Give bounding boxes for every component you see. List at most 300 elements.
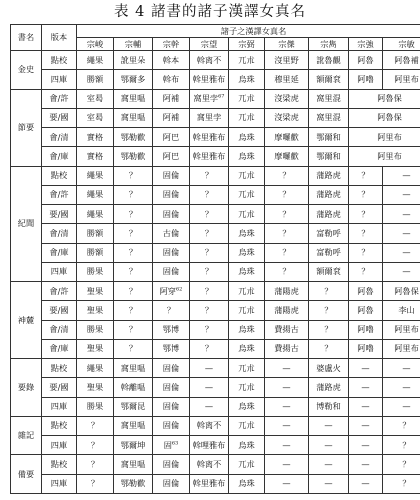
name-text: 兀朮 [238, 93, 255, 104]
name-text: 阿嚕 [357, 343, 374, 354]
name-text: 沒梁虎 [274, 93, 299, 104]
book-name-cell: 要錄 [11, 359, 42, 417]
name-text: 聖果 [86, 343, 104, 354]
name-text: 固倫 [162, 189, 180, 200]
name-text: 斡离不 [196, 420, 222, 431]
name-cell [383, 474, 420, 494]
version-cell: 要/國 [42, 301, 77, 320]
name-text: ？ [282, 227, 291, 238]
table-row [11, 147, 420, 166]
name-cell [265, 359, 309, 378]
name-cell [309, 224, 349, 243]
name-text: 蒲陽虎 [274, 285, 299, 296]
name-cell [309, 436, 349, 455]
name-text: — [402, 266, 411, 277]
name-text: 兀朮 [238, 285, 255, 296]
name-cell [309, 301, 349, 320]
name-text: 繩果 [86, 170, 104, 181]
name-cell [309, 147, 349, 166]
name-text: 阿里布 [394, 343, 419, 354]
name-text: 阿里布 [377, 131, 402, 142]
table-row [11, 397, 420, 416]
name-cell [77, 224, 114, 243]
name-cell [190, 262, 229, 281]
name-cell [114, 166, 153, 185]
name-text: 博勒和 [316, 401, 341, 412]
name-cell [114, 262, 153, 281]
name-text: 繩果 [86, 208, 104, 219]
name-text: 聖果 [86, 381, 104, 392]
name-cell [309, 70, 349, 89]
name-cell [77, 243, 114, 262]
name-text: 繩果 [86, 54, 104, 65]
name-text: ？ [361, 189, 370, 200]
name-cell [153, 262, 190, 281]
name-text: ？ [282, 266, 291, 277]
name-text: ？ [361, 266, 370, 277]
name-cell [383, 70, 420, 89]
name-text: — [282, 420, 291, 431]
version-cell: 會/許 [42, 89, 77, 108]
name-text: ？ [282, 170, 291, 181]
name-cell [229, 301, 265, 320]
name-cell [349, 436, 383, 455]
name-text: ？ [128, 208, 138, 219]
book-name-cell: 雜記 [11, 416, 42, 455]
name-cell [309, 89, 349, 108]
name-cell [229, 397, 265, 416]
table-row [11, 51, 420, 70]
name-text: 兀朮 [238, 112, 255, 123]
name-cell [190, 70, 229, 89]
name-cell [229, 378, 265, 397]
version-cell: 點校 [42, 51, 77, 70]
name-cell [77, 147, 114, 166]
name-text: 兀朮 [238, 304, 255, 315]
name-cell [190, 166, 229, 185]
name-cell [383, 282, 420, 301]
name-text: 額爾袞 [316, 266, 341, 277]
name-cell [383, 436, 420, 455]
name-text: ？ [402, 458, 411, 469]
name-text: 阿魯保 [377, 93, 402, 104]
name-text: ？ [128, 304, 138, 315]
name-text: ？ [204, 170, 214, 181]
name-text: — [324, 439, 333, 450]
name-text: 固倫 [162, 266, 180, 277]
name-cell [309, 474, 349, 494]
name-text: ？ [128, 324, 138, 335]
name-cell [190, 339, 229, 358]
name-cell [265, 474, 309, 494]
name-text: ？ [402, 478, 411, 489]
name-cell [349, 185, 383, 204]
name-text: ？ [361, 247, 370, 258]
name-text: ？ [361, 208, 370, 219]
name-cell [77, 185, 114, 204]
name-text: ？ [324, 285, 333, 296]
name-cell [349, 70, 383, 89]
name-text: 阿嚕 [357, 73, 374, 84]
name-cell [114, 128, 153, 147]
name-text: ？ [128, 189, 138, 200]
name-cell [190, 474, 229, 494]
name-cell [114, 359, 153, 378]
name-cell [114, 185, 153, 204]
name-text: 烏珠 [238, 150, 255, 161]
name-cell [77, 378, 114, 397]
name-text: 鄂爾昆 [120, 401, 146, 412]
name-cell [190, 89, 229, 108]
header-name-7: 宗強 [349, 38, 383, 51]
table-row [11, 416, 420, 435]
footnote-marker: 67 [218, 93, 225, 100]
name-text: 斡离不 [196, 458, 222, 469]
table-row [11, 474, 420, 494]
name-cell [229, 224, 265, 243]
name-cell [77, 70, 114, 89]
name-cell [229, 243, 265, 262]
table-row [11, 262, 420, 281]
book-name-cell: 金史 [11, 51, 42, 90]
name-text: 阿魯保 [377, 112, 402, 123]
name-cell [349, 243, 383, 262]
name-cell [265, 89, 309, 108]
name-cell [229, 147, 265, 166]
name-cell [114, 436, 153, 455]
name-text: ？ [402, 439, 411, 450]
name-cell [309, 359, 349, 378]
name-text: 阿里布 [377, 150, 402, 161]
name-text: 阿魯 [357, 54, 374, 65]
name-text: 兀朮 [238, 208, 255, 219]
name-text: ？ [324, 343, 333, 354]
name-text: 富勒呼 [316, 227, 341, 238]
name-cell [114, 89, 153, 108]
name-text: 斡離嗢 [120, 381, 146, 392]
name-cell [153, 416, 190, 435]
name-text: 固倫 [162, 170, 180, 181]
name-cell [265, 128, 309, 147]
name-text: — [204, 381, 214, 392]
name-text: — [282, 458, 291, 469]
name-text: — [204, 401, 214, 412]
name-cell [77, 474, 114, 494]
header-group: 諸子之漢譯女真名 [77, 25, 420, 38]
name-cell [114, 70, 153, 89]
name-cell [114, 455, 153, 474]
name-text: ？ [166, 304, 176, 315]
name-cell [190, 320, 229, 339]
name-cell [265, 224, 309, 243]
name-cell [309, 397, 349, 416]
name-text: 沒梁虎 [274, 112, 299, 123]
name-text: 烏珠 [238, 478, 255, 489]
name-cell [229, 70, 265, 89]
name-cell [114, 301, 153, 320]
name-text: 固倫 [162, 247, 180, 258]
name-cell [190, 301, 229, 320]
name-text: 蒲路虎 [316, 208, 341, 219]
name-text: ？ [204, 285, 214, 296]
table-row [11, 224, 420, 243]
name-cell [77, 166, 114, 185]
table-row [11, 128, 420, 147]
table-row [11, 185, 420, 204]
name-cell [190, 108, 229, 127]
name-text: — [282, 381, 291, 392]
header-name-3: 宗望 [190, 38, 229, 51]
name-cell [265, 166, 309, 185]
name-text: — [282, 478, 291, 489]
name-text: ？ [204, 343, 214, 354]
name-cell [114, 147, 153, 166]
version-cell: 四庫 [42, 70, 77, 89]
footnote-marker: 62 [176, 285, 183, 292]
name-text: 摩囉歡 [274, 150, 299, 161]
names-table [10, 24, 420, 494]
name-text: 烏珠 [238, 401, 255, 412]
name-cell [309, 416, 349, 435]
name-cell [77, 108, 114, 127]
name-cell [153, 436, 190, 455]
name-cell [265, 243, 309, 262]
name-cell [229, 339, 265, 358]
name-cell [77, 301, 114, 320]
name-text: 固倫 [162, 478, 180, 489]
name-text: ？ [204, 247, 214, 258]
name-text: 鄂勒歡 [120, 150, 146, 161]
name-cell [153, 243, 190, 262]
name-text: ？ [128, 170, 138, 181]
name-text: 兀朮 [238, 189, 255, 200]
version-cell: 四庫 [42, 397, 77, 416]
name-text: 穆里延 [274, 73, 299, 84]
name-text: 兀朮 [238, 458, 255, 469]
name-cell [309, 128, 349, 147]
name-text: ？ [282, 247, 291, 258]
name-text: 固 [163, 439, 172, 450]
name-cell [190, 359, 229, 378]
name-cell [383, 166, 420, 185]
version-cell: 四庫 [42, 474, 77, 494]
name-cell [77, 128, 114, 147]
table-row [11, 339, 420, 358]
header-version: 版本 [42, 25, 77, 51]
name-text: — [361, 381, 370, 392]
name-cell [229, 282, 265, 301]
name-cell [383, 455, 420, 474]
name-cell [153, 339, 190, 358]
version-cell: 會/庫 [42, 243, 77, 262]
name-text: 鄂博 [162, 324, 180, 335]
version-cell: 四庫 [42, 262, 77, 281]
name-text: — [282, 362, 291, 373]
name-cell [383, 205, 420, 224]
name-cell [77, 397, 114, 416]
header-name-1: 宗輔 [114, 38, 153, 51]
name-text: 烏珠 [238, 247, 255, 258]
name-cell [309, 320, 349, 339]
name-cell [265, 378, 309, 397]
name-text: 斡哩雅布 [192, 439, 226, 450]
name-cell [349, 108, 420, 127]
version-cell: 會/清 [42, 320, 77, 339]
name-cell [383, 378, 420, 397]
name-cell [229, 185, 265, 204]
name-cell [114, 108, 153, 127]
name-text: 斡里雅布 [192, 73, 226, 84]
name-cell [190, 455, 229, 474]
name-cell [153, 108, 190, 127]
name-cell [190, 416, 229, 435]
name-text: 額爾袞 [316, 73, 341, 84]
name-text: 鄂爾坤 [120, 439, 146, 450]
name-cell [229, 474, 265, 494]
name-text: ？ [402, 420, 411, 431]
name-cell [383, 185, 420, 204]
name-text: ？ [204, 227, 214, 238]
name-text: 摩囉歡 [274, 131, 299, 142]
name-text: ？ [324, 304, 333, 315]
name-text: ？ [90, 458, 100, 469]
name-text: — [282, 439, 291, 450]
name-cell [77, 320, 114, 339]
name-text: 室曷 [86, 93, 104, 104]
name-cell [349, 397, 383, 416]
name-text: 蒲路虎 [316, 189, 341, 200]
name-cell [114, 51, 153, 70]
name-text: 鄂爾和 [316, 150, 341, 161]
name-cell [309, 205, 349, 224]
name-cell [349, 474, 383, 494]
name-cell [349, 282, 383, 301]
name-cell [349, 262, 383, 281]
name-cell [229, 436, 265, 455]
name-text: — [361, 362, 370, 373]
name-cell [153, 320, 190, 339]
name-cell [114, 416, 153, 435]
name-text: ？ [204, 304, 214, 315]
name-text: ？ [204, 189, 214, 200]
name-cell [114, 205, 153, 224]
name-cell [77, 51, 114, 70]
name-text: 勝果 [86, 324, 104, 335]
name-text: 兀朮 [238, 54, 255, 65]
name-text: 繩果 [86, 362, 104, 373]
name-cell [309, 455, 349, 474]
name-text: 阿魯補 [394, 54, 419, 65]
name-text: 窩里嗢 [120, 93, 146, 104]
name-text: 斡里雅布 [192, 131, 226, 142]
name-text: 蒲陽虎 [274, 304, 299, 315]
name-cell [229, 359, 265, 378]
name-text: 固倫 [162, 458, 180, 469]
name-text: — [402, 227, 411, 238]
name-cell [265, 185, 309, 204]
name-text: — [361, 439, 370, 450]
name-cell [349, 224, 383, 243]
name-text: 兀朮 [238, 170, 255, 181]
table-title: 表 4 諸書的諸子漢譯女真名 [114, 4, 306, 20]
name-cell [309, 51, 349, 70]
name-text: 阿穿 [159, 285, 176, 296]
version-cell: 要/國 [42, 108, 77, 127]
name-cell [114, 397, 153, 416]
name-cell [383, 359, 420, 378]
name-text: 窩里嗢 [120, 362, 146, 373]
name-text: — [402, 247, 411, 258]
name-cell [309, 185, 349, 204]
header-name-5: 宗傑 [265, 38, 309, 51]
name-text: 窩里嗢 [120, 458, 146, 469]
name-cell [349, 89, 420, 108]
name-text: 鄂勒歡 [120, 131, 146, 142]
name-cell [77, 436, 114, 455]
name-text: 阿魯保 [394, 285, 419, 296]
name-cell [383, 224, 420, 243]
name-cell [229, 205, 265, 224]
name-text: 固倫 [162, 362, 180, 373]
version-cell: 會/清 [42, 128, 77, 147]
name-text: 鄂博 [162, 343, 180, 354]
name-text: 固倫 [162, 381, 180, 392]
name-text: ？ [204, 266, 214, 277]
name-cell [190, 436, 229, 455]
name-text: 費揚古 [274, 324, 299, 335]
name-text: 窩里孛 [193, 93, 219, 104]
name-text: 阿里布 [394, 324, 419, 335]
name-cell [190, 282, 229, 301]
name-text: 烏珠 [238, 131, 255, 142]
name-cell [153, 378, 190, 397]
name-cell [190, 397, 229, 416]
name-cell [190, 51, 229, 70]
name-text: 斡里雅布 [192, 478, 226, 489]
name-cell [349, 359, 383, 378]
name-text: 窩里混 [316, 112, 341, 123]
name-cell [114, 243, 153, 262]
name-cell [349, 378, 383, 397]
name-text: 烏珠 [238, 324, 255, 335]
footnote-marker: 63 [171, 439, 179, 446]
name-text: 富勒呼 [316, 247, 341, 258]
name-cell [265, 455, 309, 474]
book-name-cell: 備要 [11, 455, 42, 494]
name-text: — [402, 381, 411, 392]
name-text: 烏珠 [238, 227, 255, 238]
name-cell [349, 205, 383, 224]
name-cell [229, 416, 265, 435]
name-cell [383, 320, 420, 339]
name-cell [229, 320, 265, 339]
name-cell [349, 147, 420, 166]
name-cell [265, 397, 309, 416]
name-cell [153, 205, 190, 224]
version-cell: 點校 [42, 416, 77, 435]
header-name-4: 宗弼 [229, 38, 265, 51]
name-text: 勝額 [86, 73, 104, 84]
name-cell [383, 416, 420, 435]
name-cell [349, 455, 383, 474]
name-cell [349, 320, 383, 339]
name-text: 阿補 [162, 112, 180, 123]
name-cell [309, 166, 349, 185]
name-cell [229, 108, 265, 127]
version-cell: 會/庫 [42, 339, 77, 358]
name-cell [383, 262, 420, 281]
name-text: 窩里嗢 [120, 420, 146, 431]
